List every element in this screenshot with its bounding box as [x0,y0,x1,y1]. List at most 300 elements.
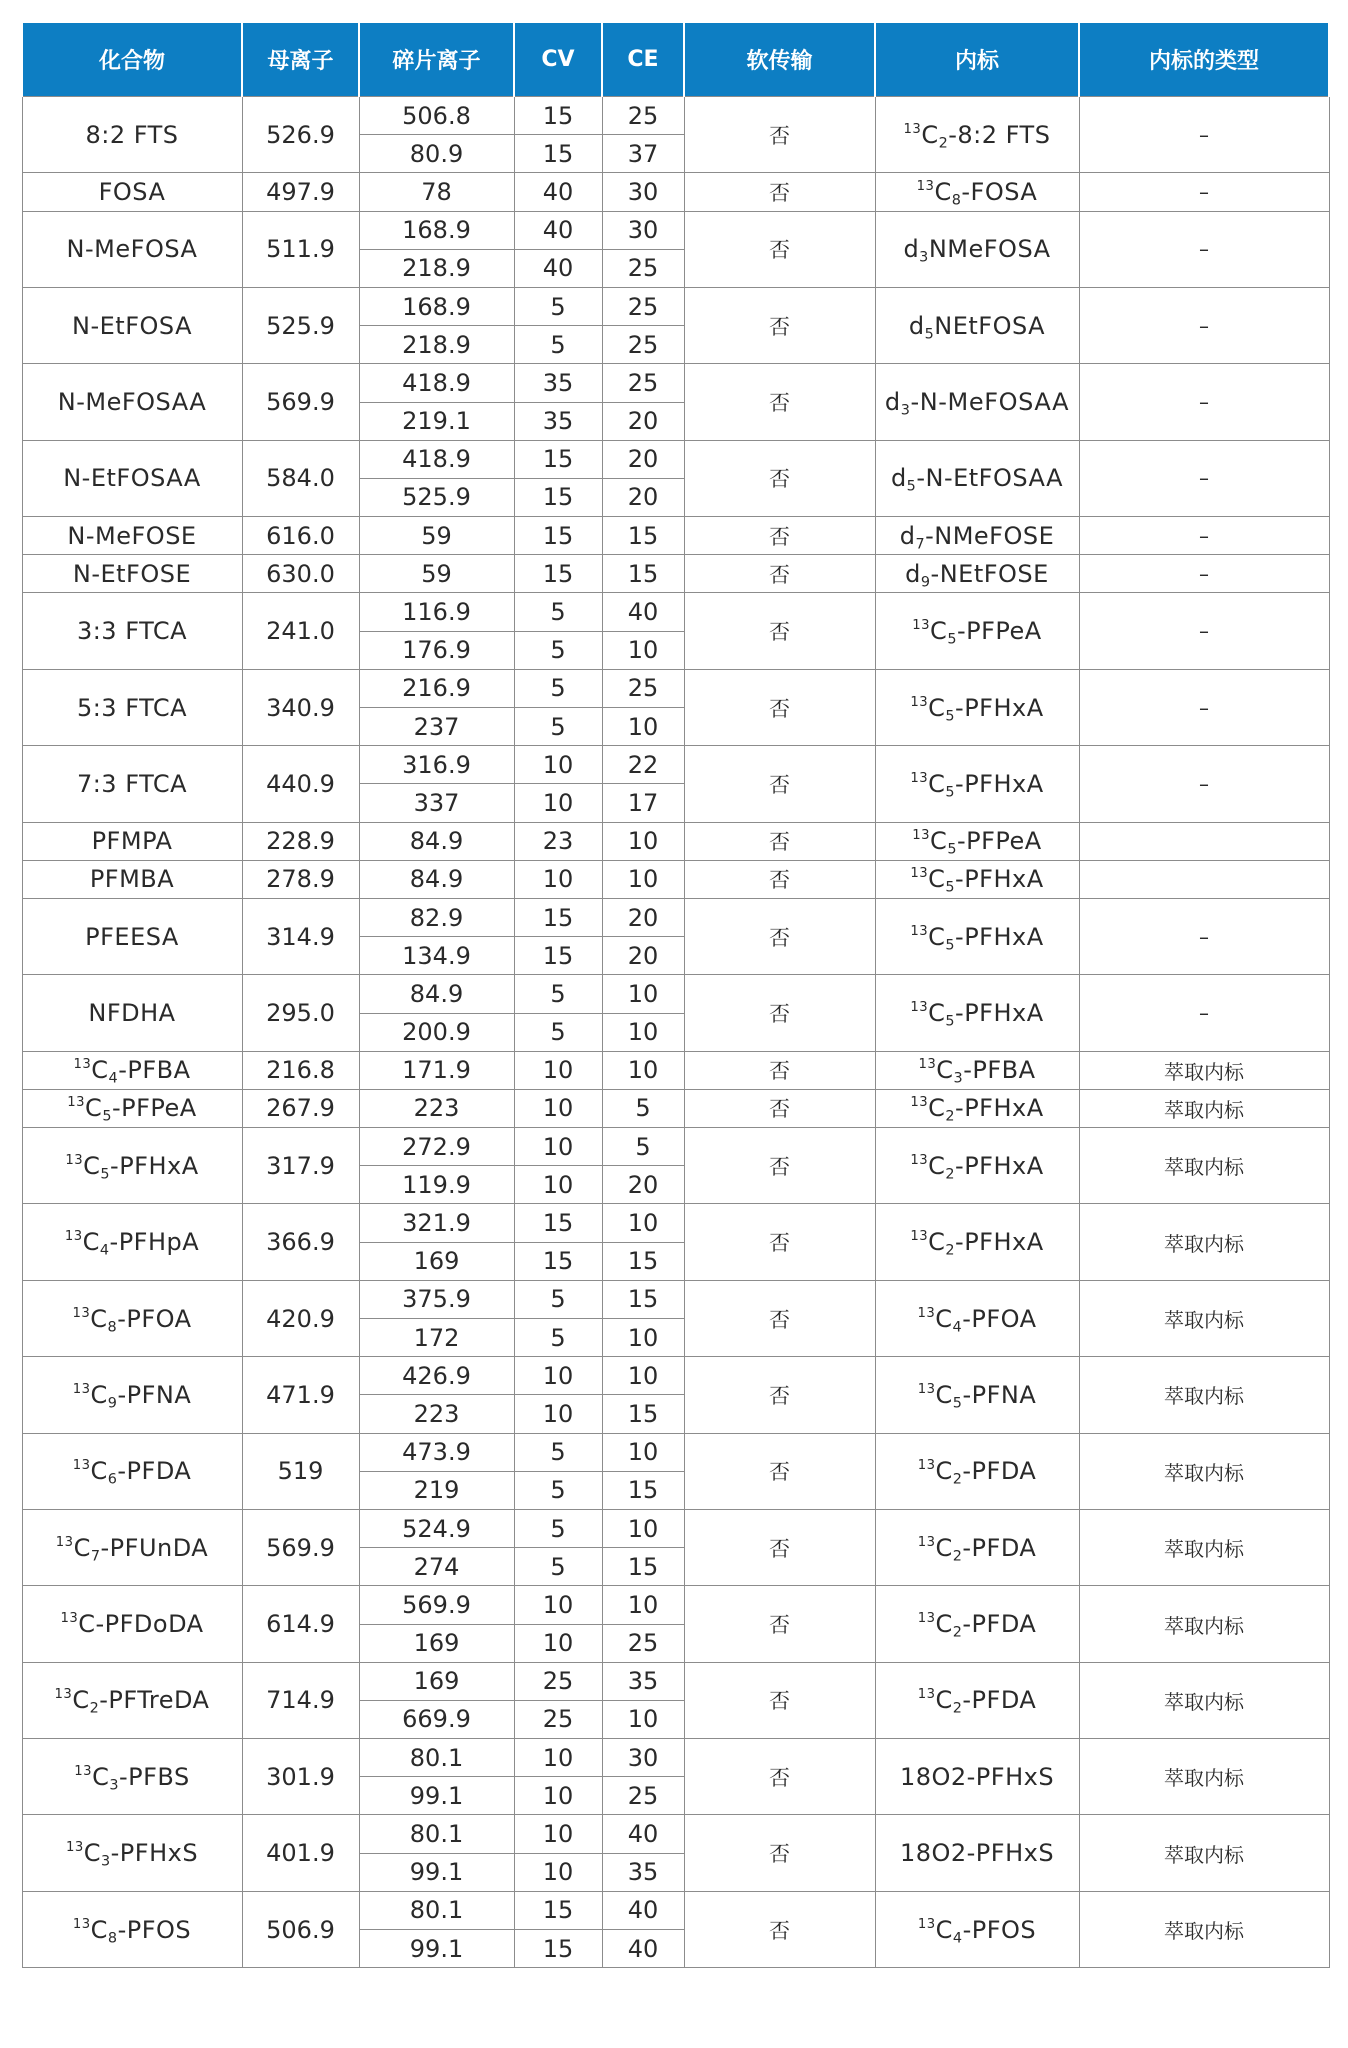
fragment-ion-cell: 99.1 [359,1777,514,1815]
internal-standard-cell [875,1357,1079,1433]
soft-transmission-cell: 否 [684,517,875,555]
internal-standard-type-cell: – [1079,173,1329,211]
header-internal-standard-type: 内标的类型 [1079,23,1329,97]
cv-cell: 35 [514,364,602,402]
formula-text: -PFDA [117,1457,192,1486]
soft-transmission-cell: 否 [684,1739,875,1815]
header-parent-ion: 母离子 [242,23,359,97]
ce-cell: 10 [602,708,684,746]
fragment-ion-cell: 272.9 [359,1128,514,1166]
count-subscript: 4 [108,1070,119,1087]
soft-transmission-cell: 否 [684,211,875,287]
formula-text: C [930,827,948,856]
parent-ion-cell: 317.9 [242,1128,359,1204]
cv-cell: 5 [514,1548,602,1586]
fragment-ion-cell: 569.9 [359,1586,514,1624]
internal-standard-type-cell: 萃取内标 [1079,1662,1329,1738]
cv-cell: 40 [514,173,602,211]
count-subscript: 2 [945,1166,956,1183]
table-row [22,287,1329,325]
formula-text: -PFHxA [955,1094,1044,1123]
parent-ion-cell: 526.9 [242,97,359,173]
cv-cell: 10 [514,1089,602,1127]
internal-standard-type-cell: – [1079,975,1329,1051]
ce-cell: 40 [602,1815,684,1853]
internal-standard-type-cell [1079,860,1329,898]
formula-text: 18O2-PFHxS [899,1762,1055,1791]
table-row [22,1128,1329,1166]
mrm-parameters-table [21,23,1330,1968]
isotope-superscript: 13 [917,1458,936,1474]
formula-text: -PFHxA [955,693,1044,722]
count-subscript: 2 [952,1547,963,1564]
isotope-superscript: 13 [903,121,922,137]
formula-text: C [934,177,952,206]
isotope-superscript: 13 [918,1057,937,1073]
formula-text: C [928,999,946,1027]
soft-transmission-cell: 否 [684,555,875,593]
formula-text: FOSA [98,177,166,206]
soft-transmission-cell: 否 [684,1204,875,1280]
isotope-superscript: 13 [910,1229,929,1245]
fragment-ion-cell: 418.9 [359,440,514,478]
cv-cell: 5 [514,708,602,746]
header-cv: CV [514,23,602,97]
formula-text: C [928,1094,946,1123]
formula-text: C [85,1094,103,1123]
table-row [22,975,1329,1013]
cv-cell: 15 [514,1930,602,1968]
table-row [22,1280,1329,1318]
table-row [22,1739,1329,1777]
internal-standard-type-cell: 萃取内标 [1079,1089,1329,1127]
ce-cell: 20 [602,402,684,440]
ce-cell: 10 [602,1357,684,1395]
internal-standard-type-cell: – [1079,669,1329,745]
isotope-superscript: 13 [72,1916,91,1932]
internal-standard-cell [875,1739,1079,1815]
isotope-superscript: 13 [912,618,931,634]
cv-cell: 15 [514,478,602,516]
fragment-ion-cell: 316.9 [359,746,514,784]
compound-cell [22,555,242,593]
ce-cell: 35 [602,1662,684,1700]
ce-cell: 20 [602,1166,684,1204]
table-row [22,364,1329,402]
ce-cell: 10 [602,975,684,1013]
formula-text: -PFPeA [111,1094,197,1123]
internal-standard-cell [875,975,1079,1051]
soft-transmission-cell: 否 [684,669,875,745]
header-soft-transmission: 软传输 [684,23,875,97]
formula-text: -PFOA [117,1304,192,1333]
fragment-ion-cell: 525.9 [359,478,514,516]
table-row [22,1357,1329,1395]
soft-transmission-cell: 否 [684,1051,875,1089]
internal-standard-cell [875,440,1079,516]
table-row [22,669,1329,707]
ce-cell: 10 [602,1700,684,1738]
soft-transmission-cell: 否 [684,1089,875,1127]
parent-ion-cell: 440.9 [242,746,359,822]
parent-ion-cell: 616.0 [242,517,359,555]
ce-cell: 15 [602,1242,684,1280]
formula-text: C [935,1915,953,1944]
compound-cell [22,1891,242,1967]
formula-text: C [90,1380,108,1409]
fragment-ion-cell: 200.9 [359,1013,514,1051]
fragment-ion-cell: 84.9 [359,822,514,860]
compound-cell [22,517,242,555]
ce-cell: 20 [602,478,684,516]
internal-standard-cell [875,1891,1079,1967]
table-row [22,211,1329,249]
formula-text: C [72,1686,90,1715]
ce-cell: 25 [602,364,684,402]
formula-text: C [91,1056,109,1085]
soft-transmission-cell: 否 [684,1357,875,1433]
fragment-ion-cell: 426.9 [359,1357,514,1395]
count-subscript: 2 [89,1700,100,1717]
fragment-ion-cell: 80.1 [359,1739,514,1777]
formula-text: C [92,1762,110,1791]
cv-cell: 10 [514,1777,602,1815]
formula-text: -FOSA [961,177,1038,206]
cv-cell: 5 [514,631,602,669]
internal-standard-cell [875,669,1079,745]
cv-cell: 25 [514,1662,602,1700]
formula-text: -PFNA [117,1380,192,1409]
formula-text: N-EtFOSE [72,559,192,588]
fragment-ion-cell: 119.9 [359,1166,514,1204]
cv-cell: 5 [514,975,602,1013]
table-row [22,1891,1329,1929]
isotope-superscript: 13 [73,1057,92,1073]
formula-text: -PFHxA [955,922,1044,951]
formula-text: C [928,865,946,894]
ce-cell: 25 [602,1624,684,1662]
cv-cell: 40 [514,211,602,249]
parent-ion-cell: 267.9 [242,1089,359,1127]
compound-cell [22,211,242,287]
ce-cell: 25 [602,97,684,135]
count-subscript: 2 [952,1471,963,1488]
soft-transmission-cell: 否 [684,1433,875,1509]
ce-cell: 15 [602,555,684,593]
compound-cell [22,1089,242,1127]
count-subscript: 8 [107,1929,118,1946]
formula-text: C [930,617,948,646]
table-row [22,1509,1329,1547]
formula-text: C [83,1151,101,1180]
internal-standard-type-cell: – [1079,364,1329,440]
fragment-ion-cell: 216.9 [359,669,514,707]
count-subscript: 8 [951,192,962,209]
formula-text: -PFHxA [955,999,1044,1027]
formula-text: d [890,464,907,493]
isotope-superscript: 13 [917,1305,936,1321]
cv-cell: 10 [514,1739,602,1777]
parent-ion-cell: 714.9 [242,1662,359,1738]
soft-transmission-cell: 否 [684,1662,875,1738]
soft-transmission-cell: 否 [684,975,875,1051]
parent-ion-cell: 340.9 [242,669,359,745]
fragment-ion-cell: 274 [359,1548,514,1586]
count-subscript: 5 [945,707,956,724]
formula-text: -PFDA [962,1533,1037,1562]
formula-text: d [903,235,920,264]
compound-cell [22,1739,242,1815]
isotope-superscript: 13 [64,1229,83,1245]
isotope-superscript: 13 [910,866,929,882]
formula-text: C [82,1228,100,1257]
ce-cell: 22 [602,746,684,784]
ce-cell: 17 [602,784,684,822]
parent-ion-cell: 584.0 [242,440,359,516]
ce-cell: 20 [602,440,684,478]
compound-cell [22,1433,242,1509]
table-row [22,555,1329,593]
parent-ion-cell: 420.9 [242,1280,359,1356]
formula-text: -PFHxA [110,1151,199,1180]
isotope-superscript: 13 [910,694,929,710]
compound-cell [22,669,242,745]
ce-cell: 15 [602,1548,684,1586]
formula-text: C [83,1839,101,1868]
parent-ion-cell: 278.9 [242,860,359,898]
compound-cell [22,1280,242,1356]
internal-standard-cell [875,1433,1079,1509]
cv-cell: 10 [514,784,602,822]
ce-cell: 30 [602,173,684,211]
fragment-ion-cell: 524.9 [359,1509,514,1547]
internal-standard-cell [875,211,1079,287]
internal-standard-cell [875,517,1079,555]
ce-cell: 25 [602,669,684,707]
isotope-superscript: 13 [65,1152,84,1168]
soft-transmission-cell: 否 [684,898,875,974]
internal-standard-cell [875,1204,1079,1280]
formula-text: -PFBA [118,1056,191,1085]
formula-text: -N-EtFOSAA [916,464,1064,493]
formula-text: -PFOA [962,1304,1037,1333]
fragment-ion-cell: 223 [359,1395,514,1433]
isotope-superscript: 13 [72,1381,91,1397]
table-row [22,1204,1329,1242]
isotope-superscript: 13 [916,179,935,195]
count-subscript: 2 [952,1700,963,1717]
internal-standard-cell [875,822,1079,860]
ce-cell: 15 [602,517,684,555]
count-subscript: 9 [920,574,931,591]
parent-ion-cell: 314.9 [242,898,359,974]
parent-ion-cell: 301.9 [242,1739,359,1815]
formula-text: C [928,693,946,722]
soft-transmission-cell: 否 [684,1586,875,1662]
internal-standard-cell [875,1051,1079,1089]
formula-text: -PFHpA [109,1228,200,1257]
isotope-superscript: 13 [54,1687,73,1703]
count-subscript: 6 [107,1471,118,1488]
formula-text: -PFTreDA [99,1686,210,1715]
fragment-ion-cell: 375.9 [359,1280,514,1318]
table-body [22,97,1329,1968]
formula-text: -PFHxA [955,1151,1044,1180]
cv-cell: 15 [514,135,602,173]
header-row [22,23,1329,97]
parent-ion-cell: 295.0 [242,975,359,1051]
formula-text: N-EtFOSA [72,311,192,340]
internal-standard-type-cell: – [1079,746,1329,822]
formula-text: N-MeFOSA [66,235,198,264]
compound-cell [22,898,242,974]
cv-cell: 40 [514,249,602,287]
cv-cell: 10 [514,1395,602,1433]
count-subscript: 4 [952,1318,963,1335]
formula-text: -N-MeFOSAA [910,388,1070,416]
table-row [22,822,1329,860]
table-row [22,1815,1329,1853]
formula-text: PFMPA [91,827,173,856]
ce-cell: 20 [602,937,684,975]
fragment-ion-cell: 506.8 [359,97,514,135]
internal-standard-type-cell: 萃取内标 [1079,1204,1329,1280]
ce-cell: 25 [602,326,684,364]
isotope-superscript: 13 [72,1458,91,1474]
cv-cell: 25 [514,1700,602,1738]
compound-cell [22,746,242,822]
compound-cell [22,1204,242,1280]
ce-cell: 25 [602,1777,684,1815]
formula-text: N-MeFOSE [67,521,197,550]
compound-cell [22,1357,242,1433]
ce-cell: 30 [602,1739,684,1777]
formula-text: -PFPeA [956,827,1042,856]
table-header [22,23,1329,97]
internal-standard-cell [875,1586,1079,1662]
fragment-ion-cell: 669.9 [359,1700,514,1738]
internal-standard-cell [875,1509,1079,1585]
fragment-ion-cell: 169 [359,1624,514,1662]
ce-cell: 10 [602,1051,684,1089]
fragment-ion-cell: 59 [359,555,514,593]
soft-transmission-cell: 否 [684,440,875,516]
cv-cell: 5 [514,1319,602,1357]
soft-transmission-cell: 否 [684,1509,875,1585]
isotope-superscript: 13 [912,828,931,844]
internal-standard-cell [875,593,1079,669]
compound-cell [22,440,242,516]
isotope-superscript: 13 [74,1763,93,1779]
formula-text: -NMeFOSE [925,521,1055,550]
compound-cell [22,1128,242,1204]
formula-text: C [921,120,939,149]
table-row [22,173,1329,211]
cv-cell: 15 [514,898,602,936]
count-subscript: 7 [915,535,926,552]
count-subscript: 2 [945,1108,956,1125]
formula-text: NFDHA [88,999,176,1027]
ce-cell: 40 [602,593,684,631]
fragment-ion-cell: 219 [359,1471,514,1509]
compound-cell [22,975,242,1051]
cv-cell: 15 [514,97,602,135]
internal-standard-cell [875,1089,1079,1127]
count-subscript: 5 [102,1108,112,1125]
formula-text: d [884,388,901,416]
internal-standard-type-cell: 萃取内标 [1079,1815,1329,1891]
count-subscript: 3 [109,1777,119,1794]
formula-text: d [905,559,921,588]
cv-cell: 10 [514,1051,602,1089]
cv-cell: 5 [514,1280,602,1318]
internal-standard-type-cell: 萃取内标 [1079,1509,1329,1585]
isotope-superscript: 13 [917,1534,936,1550]
formula-text: -NEtFOSE [930,559,1049,588]
ce-cell: 40 [602,1891,684,1929]
parent-ion-cell: 569.9 [242,364,359,440]
fragment-ion-cell: 237 [359,708,514,746]
count-subscript: 3 [900,402,911,419]
formula-text: d [899,521,916,550]
compound-cell [22,287,242,363]
formula-text: C [928,1228,946,1257]
count-subscript: 5 [945,1013,956,1030]
fragment-ion-cell: 78 [359,173,514,211]
internal-standard-type-cell: – [1079,97,1329,173]
count-subscript: 5 [947,631,957,648]
cv-cell: 15 [514,1242,602,1280]
parent-ion-cell: 519 [242,1433,359,1509]
cv-cell: 5 [514,326,602,364]
soft-transmission-cell: 否 [684,1891,875,1967]
count-subscript: 3 [919,249,929,266]
fragment-ion-cell: 223 [359,1089,514,1127]
ce-cell: 10 [602,1204,684,1242]
soft-transmission-cell: 否 [684,364,875,440]
cv-cell: 10 [514,1853,602,1891]
internal-standard-cell [875,1815,1079,1891]
fragment-ion-cell: 84.9 [359,860,514,898]
fragment-ion-cell: 169 [359,1242,514,1280]
formula-text: C [928,1151,946,1180]
cv-cell: 15 [514,937,602,975]
soft-transmission-cell: 否 [684,1280,875,1356]
count-subscript: 5 [947,841,957,858]
compound-cell [22,1051,242,1089]
fragment-ion-cell: 168.9 [359,287,514,325]
formula-text: C [935,1304,953,1333]
internal-standard-cell [875,555,1079,593]
formula-text: C [935,1610,953,1638]
internal-standard-type-cell: 萃取内标 [1079,1586,1329,1662]
ce-cell: 15 [602,1471,684,1509]
ce-cell: 10 [602,1013,684,1051]
count-subscript: 5 [924,325,935,342]
compound-cell [22,1509,242,1585]
internal-standard-cell [875,1280,1079,1356]
header-ce: CE [602,23,684,97]
fragment-ion-cell: 84.9 [359,975,514,1013]
compound-cell [22,364,242,440]
fragment-ion-cell: 337 [359,784,514,822]
compound-cell [22,593,242,669]
internal-standard-type-cell: – [1079,593,1329,669]
parent-ion-cell: 614.9 [242,1586,359,1662]
count-subscript: 2 [938,135,949,151]
formula-text: -PFDA [962,1610,1037,1638]
cv-cell: 15 [514,517,602,555]
